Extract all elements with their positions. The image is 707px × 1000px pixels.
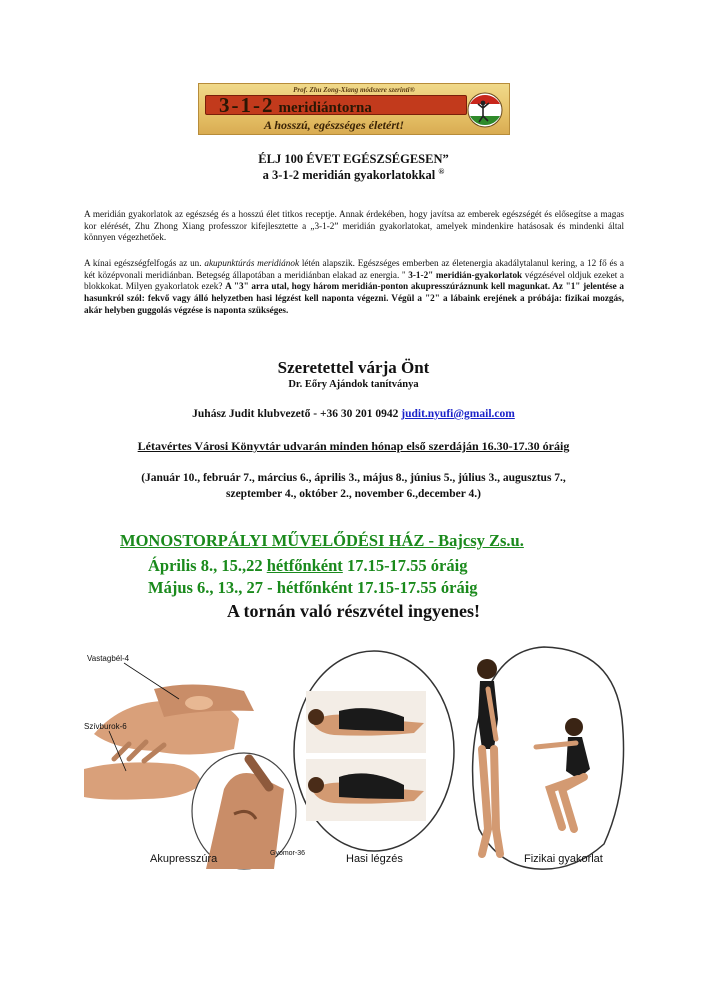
venue2-name: MONOSTORPÁLYI MŰVELŐDÉSI HÁZ - Bajcsy Zs.u. — [120, 531, 524, 550]
free-participation: A tornán való részvétel ingyenes! — [227, 601, 480, 621]
intro-paragraph: A meridián gyakorlatok az egészség és a hosszú élet titkos receptje. Annak érdekében, hogy javítsa az emberek egészségét és elősegítse a magas kor elérését, Zhu Zhong Xiang professzor kifejlesztette a „3-1-2” meridián gyakorlatokat, amelyek mindenkire hatásosak és mindenki által könnyen végezhetőek. — [84, 209, 624, 243]
banner-program-word: meridiántorna — [278, 100, 372, 116]
venue1-dates-line1: (Január 10., február 7., március 6., április 3., május 8., június 5., július 3., augusztus 7., — [141, 472, 566, 484]
invite-heading: Szeretettel várja Önt — [277, 358, 430, 377]
banner-program-number: 3-1-2 — [219, 93, 275, 117]
exercise-panel — [473, 647, 624, 869]
acupressure-panel — [84, 684, 296, 869]
p2-part-b: létén alapszik. Egészséges emberben az életenergia akadálytalanul kering, a 12 fő és a két középvonali meridiánban. Betegség állapotában a meridiánban elakad az energia. " — [84, 258, 624, 280]
venue1-dates — [0, 470, 707, 502]
teacher-line: Dr. Eőry Ajándok tanítványa — [288, 379, 419, 390]
p2-part-c: végzésével oldjuk ezeket a blokkokat. Milyen gyakorlatok ezek? — [84, 269, 624, 292]
venue2-may: Május 6., 13., 27 - hétfőnként 17.15-17.55 óráig — [148, 578, 478, 597]
subtitle — [0, 167, 707, 183]
p2-bold-2: A "3" arra utal, hogy három meridián-ponton akupresszúráznunk kell magunkat. Az "1" jelentése a hasunkról szól: fekvő vagy álló helyzetben hasi légzést kell naponta végezni. Végül a "2" a lábaink erejének a próbája: fizikai mozgás, akár helyben guggolás végzése is naponta szükséges. — [84, 281, 625, 315]
p2-italic: akupunktúrás meridiánok — [204, 258, 300, 268]
caption-acupressure: Akupresszúra — [150, 853, 218, 865]
hungarian-flag-logo-icon — [467, 90, 503, 130]
venue2-april — [148, 556, 467, 576]
main-title: ÉLJ 100 ÉVET EGÉSZSÉGESEN” — [258, 152, 449, 166]
exercise-illustration — [84, 639, 629, 871]
program-banner — [198, 83, 510, 135]
april-time: 17.15-17.55 óráig — [342, 556, 468, 575]
banner-slogan: A hosszú, egészséges életért! — [263, 118, 404, 132]
caption-exercise: Fizikai gyakorlat — [524, 853, 603, 865]
banner-author-line: Prof. Zhu Zong-Xiang módszere szerinti® — [293, 86, 415, 94]
banner-program-name — [219, 93, 459, 118]
email-link[interactable]: judit.nyufi@gmail.com — [401, 408, 515, 420]
breathing-panel — [294, 651, 454, 851]
p2-part-a: A kínai egészségfelfogás az un. — [84, 258, 205, 268]
venue1-schedule: Létavértes Városi Könyvtár udvarán minden hónap első szerdáján 16.30-17.30 óráig — [137, 439, 570, 453]
registered-mark: ® — [438, 167, 445, 176]
p2-bold-1: 3-1-2" meridián-gyakorlatok — [408, 269, 523, 280]
subtitle-text: a 3-1-2 meridián gyakorlatokkal — [262, 168, 436, 183]
contact-text: Juhász Judit klubvezető - +36 30 201 0942 — [192, 408, 402, 420]
explanation-paragraph — [84, 258, 624, 317]
april-dates: Április 8., 15.,22 — [148, 556, 267, 575]
label-gyomor: Gyomor-36 — [270, 850, 306, 857]
label-szivburok: Szívburok-6 — [84, 722, 127, 731]
april-weekday: hétfőnként — [266, 556, 343, 575]
label-vastagbel: Vastagbél-4 — [87, 654, 130, 663]
caption-breathing: Hasi légzés — [346, 853, 403, 865]
contact-line — [0, 408, 707, 420]
venue1-dates-line2: szeptember 4., október 2., november 6.,december 4.) — [226, 488, 481, 500]
